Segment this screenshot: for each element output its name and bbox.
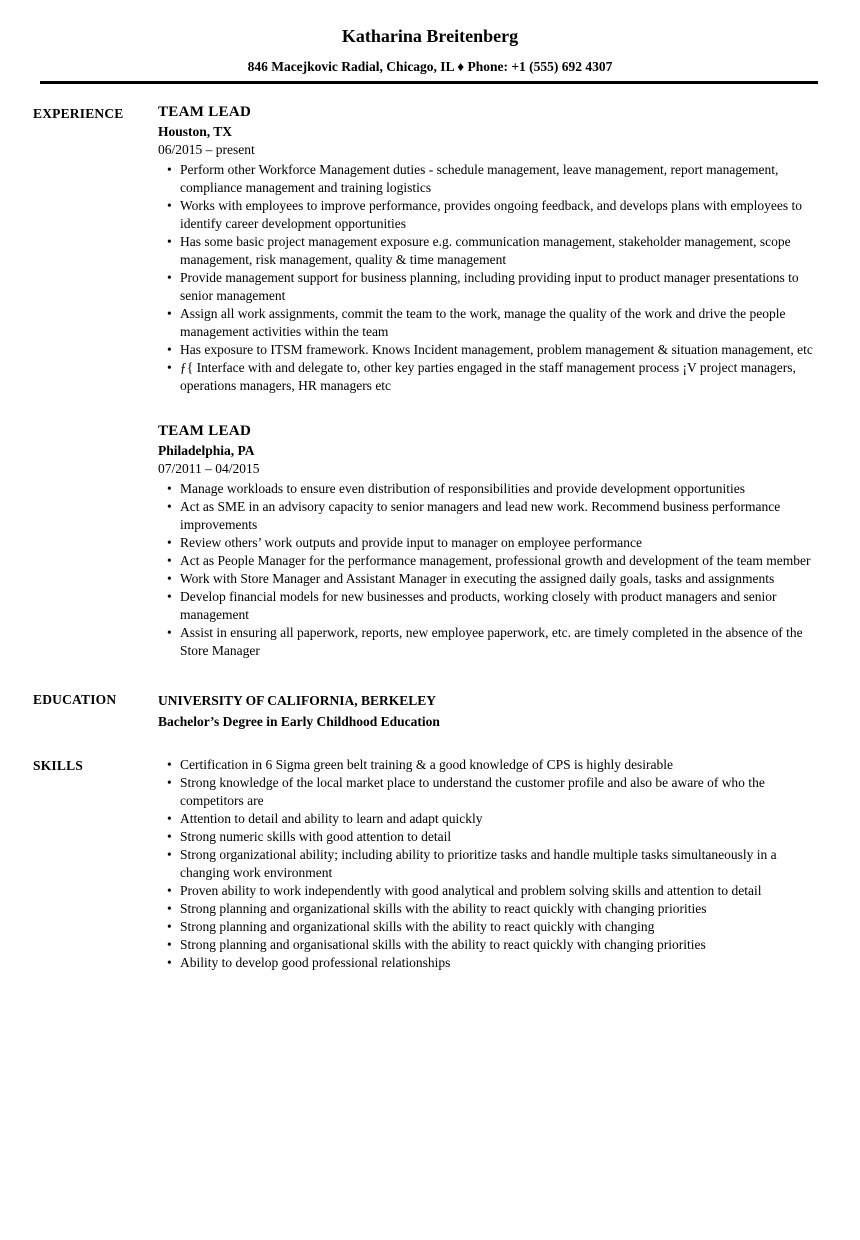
- bullet-item: • Strong planning and organizational skills with the ability to react quickly with changing: [180, 918, 818, 936]
- contact-line: 846 Macejkovic Radial, Chicago, IL ♦ Phone: +1 (555) 692 4307: [247, 59, 613, 74]
- experience-content: [158, 104, 818, 660]
- job-bullet-list: [158, 480, 818, 660]
- bullet-item: • Strong planning and organizational skills with the ability to react quickly with changing priorities: [180, 900, 818, 918]
- job-entry-houston: [158, 104, 818, 395]
- section-label-skills: SKILLS: [33, 758, 83, 773]
- header-divider: [40, 81, 818, 84]
- job-bullet-list: [158, 161, 818, 395]
- skills-section: [33, 756, 818, 972]
- bullet-item: • Act as SME in an advisory capacity to senior managers and lead new work. Recommend business performance improvements: [180, 498, 818, 534]
- skills-content: [158, 756, 818, 972]
- bullet-item: • ƒ{ Interface with and delegate to, other key parties engaged in the staff management process ¡V project managers, operations managers, HR managers etc: [180, 359, 818, 395]
- education-section: [33, 690, 818, 732]
- job-dates: 06/2015 – present: [158, 142, 255, 157]
- resume-body: [0, 104, 860, 972]
- bullet-item: • Works with employees to improve performance, provides ongoing feedback, and develops plans with employees to identify career development opportunities: [180, 197, 818, 233]
- bullet-item: • Manage workloads to ensure even distribution of responsibilities and provide development opportunities: [180, 480, 818, 498]
- education-school: UNIVERSITY OF CALIFORNIA, BERKELEY: [158, 693, 437, 708]
- bullet-item: • Has exposure to ITSM framework. Knows Incident management, problem management & situation management, etc: [180, 341, 818, 359]
- person-name: Katharina Breitenberg: [341, 26, 519, 46]
- bullet-item: • Review others’ work outputs and provide input to manager on employee performance: [180, 534, 818, 552]
- bullet-item: • Strong numeric skills with good attention to detail: [180, 828, 818, 846]
- bullet-item: • Proven ability to work independently with good analytical and problem solving skills and attention to detail: [180, 882, 818, 900]
- job-title: TEAM LEAD: [158, 423, 252, 439]
- bullet-item: • Provide management support for business planning, including providing input to product manager presentations to senior management: [180, 269, 818, 305]
- job-title: TEAM LEAD: [158, 104, 252, 120]
- bullet-item: • Strong organizational ability; including ability to prioritize tasks and handle multiple tasks simultaneously in a changing work environment: [180, 846, 818, 882]
- experience-section: [33, 104, 818, 660]
- bullet-item: • Strong knowledge of the local market place to understand the customer profile and also be aware of who the competitors are: [180, 774, 818, 810]
- bullet-item: • Strong planning and organisational skills with the ability to react quickly with changing priorities: [180, 936, 818, 954]
- education-degree: Bachelor’s Degree in Early Childhood Education: [158, 714, 440, 729]
- bullet-item: • Assign all work assignments, commit the team to the work, manage the quality of the work and drive the people management activities within the team: [180, 305, 818, 341]
- bullet-item: • Has some basic project management exposure e.g. communication management, stakeholder management, scope management, risk management, quality & time management: [180, 233, 818, 269]
- bullet-item: • Develop financial models for new businesses and products, working closely with product managers and senior management: [180, 588, 818, 624]
- job-location: Houston, TX: [158, 124, 233, 139]
- job-location: Philadelphia, PA: [158, 443, 255, 458]
- section-label-education: EDUCATION: [33, 692, 117, 707]
- bullet-item: • Perform other Workforce Management duties - schedule management, leave management, report management, compliance management and training logistics: [180, 161, 818, 197]
- bullet-item: • Attention to detail and ability to learn and adapt quickly: [180, 810, 818, 828]
- skills-bullet-list: [158, 756, 818, 972]
- bullet-item: • Ability to develop good professional relationships: [180, 954, 818, 972]
- bullet-item: • Certification in 6 Sigma green belt training & a good knowledge of CPS is highly desirable: [180, 756, 818, 774]
- job-entry-philadelphia: [158, 423, 818, 660]
- education-content: [158, 690, 818, 732]
- bullet-item: • Assist in ensuring all paperwork, reports, new employee paperwork, etc. are timely completed in the absence of the Store Manager: [180, 624, 818, 660]
- job-dates: 07/2011 – 04/2015: [158, 461, 260, 476]
- bullet-item: • Work with Store Manager and Assistant Manager in executing the assigned daily goals, tasks and assignments: [180, 570, 818, 588]
- section-label-experience: EXPERIENCE: [33, 106, 124, 121]
- bullet-item: • Act as People Manager for the performance management, professional growth and development of the team member: [180, 552, 818, 570]
